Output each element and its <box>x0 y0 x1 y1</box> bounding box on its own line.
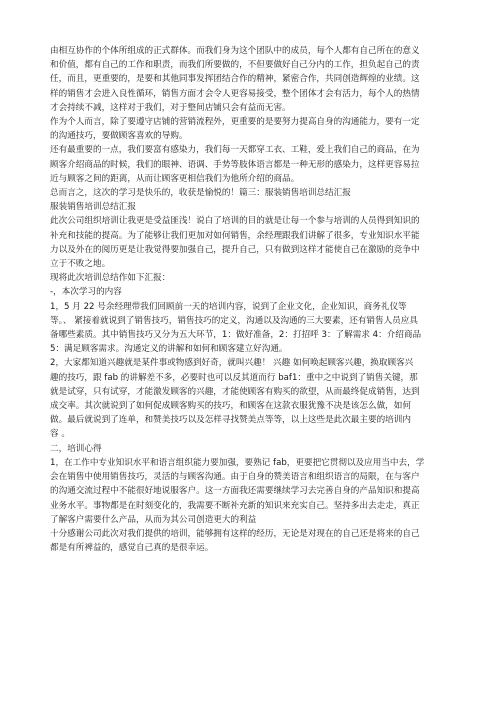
text-line: 立于不败之地。 <box>50 259 111 270</box>
text-line: 趣的技巧，跟 fab 的讲解差不多，必要时也可以反其道而行 baf1：重中之中说到了销售关键，那 <box>50 372 418 383</box>
text-line: 任，而且，更重要的，是要和其他同事发挥团结合作的精神，紧密合作，共同创造辉煌的业绩。这 <box>50 74 420 85</box>
text-line: 还有最重要的一点，我们要富有感染力，我们每一天都穿工衣、工鞋，爱上我们自己的商品，在为 <box>50 145 420 156</box>
text-line: 此次公司组织培训让我更是受益匪浅！说白了培训的目的就是让每一个参与培训的人员得到知识的 <box>50 216 420 227</box>
text-line: 业务水平。事物都是在时刻变化的，我需要不断补充新的知识来充实自己。坚持多出去走走，真正 <box>50 500 420 511</box>
section-heading: 二，培训心得 <box>50 443 102 454</box>
text-line: 了解客户需要什么产品，从而为其公司创造更大的利益 <box>50 514 257 525</box>
text-line: 等。、 紧接着就说到了销售技巧，销售技巧的定义，沟通以及沟通的三大要素，还有销售人员应具 <box>50 315 418 326</box>
text-line: 现将此次培训总结作如下汇报： <box>50 273 171 284</box>
text-line: 会在销售中使用销售技巧，灵活的与顾客沟通。由于自身的赞美语言和组织语言的局限，在与客户 <box>50 472 420 483</box>
section-heading: -，本次学习的内容 <box>50 287 122 298</box>
text-line: 备哪些素质。其中销售技巧又分为五大环节，1：做好准备，2：打招呼 3：了解需求 4：介绍商品 <box>50 330 422 341</box>
text-line: 十分感谢公司此次对我们提供的培训，能够拥有这样的经历，无论是对现在的自己还是将来的自己 <box>50 528 420 539</box>
text-line: 和价值，都有自己的工作和职责，而我们所要做的，不但要做好自己分内的工作，担负起自己的责 <box>50 60 420 71</box>
text-line: 5：满足顾客需求。沟通定义的讲解和如何和顾客建立好沟通。 <box>50 344 288 355</box>
text-line: 成交率。其次就说到了如何促成顾客购买的技巧，和顾客在这款衣服犹豫不决是该怎么做，如何 <box>50 401 411 412</box>
text-line: 总而言之，这次的学习是快乐的，收获是愉悦的！篇三：服装销售培训总结汇报 <box>50 188 351 199</box>
text-line: 补充和技能的提高。为了能够让我们更加对如何销售，余经理跟我们讲解了很多，专业知识水平能 <box>50 230 420 241</box>
section-title: 服装销售培训总结汇报 <box>50 202 136 213</box>
text-line: 都是有所裨益的，感觉自己真的是很幸运。 <box>50 543 214 554</box>
text-line: 才会持续不减，这样对于我们，对于整间店铺只会有益而无害。 <box>50 102 291 113</box>
text-line: 的沟通交流过程中不能很好地说服客户。这一方面我还需要继续学习去完善自身的产品知识和提高 <box>50 486 420 497</box>
text-line: 力以及外在的阅历更是让我觉得要加强自己，提升自己，只有做到这样才能使自己在激励的竞争中 <box>50 244 420 255</box>
text-line: 做。最后就说到了连单，和赞美技巧以及怎样寻找赞美点等等，以上这些是此次最主要的培训内 <box>50 415 411 426</box>
text-line: 顾客介绍商品的时候，我们的眼神、语调、手势等肢体语言都是一种无形的感染力，这样更容易拉 <box>50 159 420 170</box>
text-line: 1，5 月 22 号余经理带我们回顾前一天的培训内容，说到了企业文化，企业知识，商务礼仪等 <box>50 301 407 312</box>
text-line: 由相互协作的个体所组成的正式群体。而我们身为这个团队中的成员，每个人都有自己所在的意义 <box>50 46 420 56</box>
text-line: 就是试穿，只有试穿，才能激发顾客的兴趣，才能使顾客有购买的欲望，从而最终促成销售，达到 <box>50 386 420 397</box>
text-line: 样的销售才会进入良性循环，销售方面才会令人更容易接受，整个团体才会有活力，每个人的热情 <box>50 88 420 99</box>
text-line: 的沟通技巧，要做顾客喜欢的导购。 <box>50 131 188 142</box>
text-line: 容 。 <box>50 429 70 440</box>
text-line: 2，大家都知道兴趣就是某件事或物感到好奇，就叫兴趣！ 兴趣 如何唤起顾客兴趣，换取顾客兴 <box>50 358 414 369</box>
text-line: 近与顾客之间的距离，从而让顾客更相信我们为他所介绍的商品。 <box>50 173 300 184</box>
text-line: 作为个人而言，除了要遵守店铺的营销流程外，更重要的是要努力提高自身的沟通能力，要有一定 <box>50 117 420 128</box>
text-line: 1，在工作中专业知识水平和语言组织能力要加强，要熟记 fab，更要把它贯彻以及应用当中去，学 <box>50 457 425 468</box>
